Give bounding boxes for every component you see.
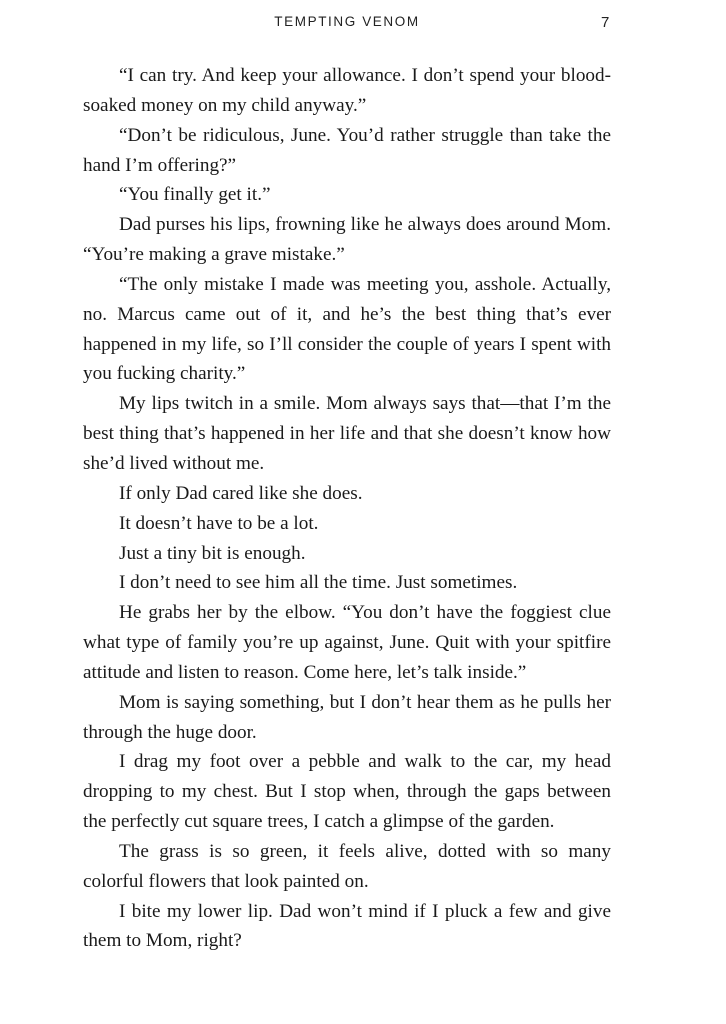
paragraph: My lips twitch in a smile. Mom always says that—that I’m the best thing that’s happened in her life and that she doesn’t know how she’d lived without me.: [83, 393, 611, 474]
paragraph: I drag my foot over a pebble and walk to the car, my head dropping to my chest. But I stop when, through the gaps between the perfectly cut square trees, I catch a glimpse of the garden.: [83, 751, 611, 833]
paragraph: He grabs her by the elbow. “You don’t have the foggiest clue what type of family you’re up against, June. Quit with your spitfire attitude and listen to reason. Come here, let’s talk inside.”: [83, 602, 611, 683]
paragraph: I don’t need to see him all the time. Just sometimes.: [119, 572, 518, 594]
page-number: 7: [601, 14, 611, 31]
paragraph: It doesn’t have to be a lot.: [119, 512, 319, 534]
body-text: [83, 61, 611, 956]
book-title: TEMPTING VENOM: [274, 14, 420, 29]
paragraph: Just a tiny bit is enough.: [119, 542, 306, 564]
paragraph: “I can try. And keep your allowance. I don’t spend your blood-soaked money on my child anyway.”: [83, 65, 611, 116]
running-head: [83, 14, 611, 36]
paragraph: Mom is saying something, but I don’t hear them as he pulls her through the huge door.: [83, 691, 611, 743]
paragraph: “Don’t be ridiculous, June. You’d rather struggle than take the hand I’m offering?”: [83, 124, 611, 176]
paragraph: The grass is so green, it feels alive, dotted with so many colorful flowers that look painted on.: [83, 840, 611, 892]
paragraph: Dad purses his lips, frowning like he always does around Mom. “You’re making a grave mistake.”: [83, 214, 611, 266]
paragraph: I bite my lower lip. Dad won’t mind if I pluck a few and give them to Mom, right?: [83, 900, 611, 952]
paragraph: “You finally get it.”: [119, 184, 271, 206]
paragraph: If only Dad cared like she does.: [119, 482, 363, 504]
paragraph: “The only mistake I made was meeting you, asshole. Actually, no. Marcus came out of it, and he’s the best thing that’s ever happened in my life, so I’ll consider the couple of years I spent with you fucking charity.”: [83, 273, 611, 385]
